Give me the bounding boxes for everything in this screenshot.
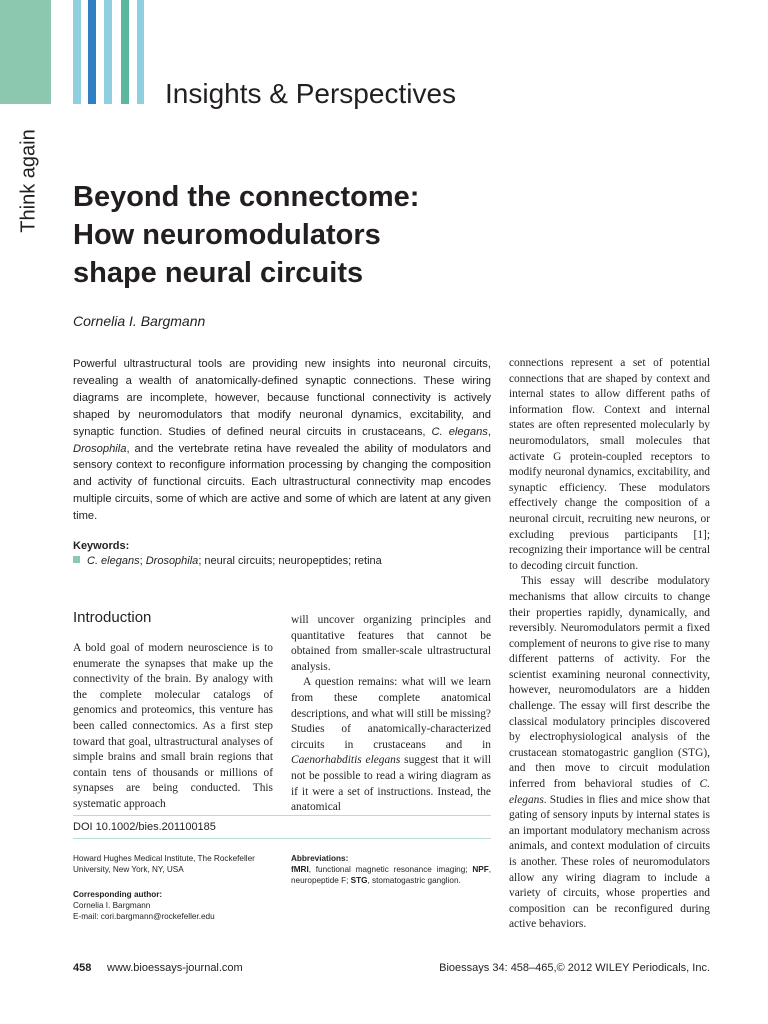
keyword-species: C. elegans <box>87 555 140 567</box>
header-bar-4 <box>121 0 129 104</box>
title-line: shape neural circuits <box>73 257 364 289</box>
abbreviation-definition: , functional magnetic resonance imaging; <box>308 865 468 875</box>
introduction-heading: Introduction <box>73 609 152 626</box>
body-paragraph: will uncover organizing principles and quantitative features that cannot be obtained from smaller-scale ultrastructural analysis. <box>291 614 491 673</box>
body-species: C. elegans <box>509 778 710 806</box>
body-text: . Studies in flies and mice show that gating of sensory inputs by internal states is an important modulatory mechanism across animals, and context modulation of circuits is another. These roles of neuromodulators allow any wiring diagram to include a variety of circuits, whose properties and composition can be reconfigured during active behaviors. <box>509 793 710 931</box>
body-paragraph <box>291 675 491 815</box>
doi-link[interactable]: DOI 10.1002/bies.201100185 <box>73 821 216 833</box>
abstract-text: , and the vertebrate retina have revealed the ability of modulators and sensory context to reconfigure information processing by changing the composition and activity of functional circuits. Each ultrastructural connectivity map encodes multiple circuits, some of which are active and some of which are latent at any given time. <box>73 442 491 523</box>
title-line: Beyond the connectome: <box>73 181 420 213</box>
abstract-text: , <box>487 425 491 438</box>
header-bar-1 <box>73 0 81 104</box>
keyword-text: ; neural circuits; neuropeptides; retina <box>198 555 382 567</box>
corresponding-email[interactable]: E-mail: cori.bargmann@rockefeller.edu <box>73 912 215 921</box>
abstract-text: Powerful ultrastructural tools are providing new insights into neuronal circuits, revealing a wealth of anatomically-defined synaptic connections. These wiring diagrams are incomplete, however, because functional connectivity is actively shaped by neuromodulators that modify neuronal dynamics, excitability, and synaptic function. Studies of defined neural circuits in crustaceans, <box>73 358 491 438</box>
abbreviation-definition: , stomatogastric ganglion. <box>367 876 461 886</box>
keyword-bullet-square <box>73 556 80 563</box>
header-bar-5 <box>137 0 144 104</box>
body-text: A question remains: what will we learn from these complete anatomical descriptions, and what will still be missing? Studies of anatomically-characterized circuits in crustaceans and in <box>291 676 491 751</box>
body-column-3 <box>509 356 710 933</box>
body-text: suggest that it will not be possible to read a wiring diagram as if it were a set of instructions. Instead, the anatomical <box>291 754 491 814</box>
affiliation: Howard Hughes Medical Institute, The Rockefeller University, New York, NY, USA <box>73 854 255 875</box>
journal-url-link[interactable]: www.bioessays-journal.com <box>107 962 243 974</box>
abstract-species: C. elegans <box>431 425 488 438</box>
header-green-block <box>0 0 51 104</box>
body-paragraph: connections represent a set of potential connections that are shaped by context and internal states to allow different paths of information flow. Context and internal states are often represented molecularly by neuromodulators, small molecules that activate G protein-coupled receptors to modify neuronal dynamics, excitability, and synaptic efficiency. These modulators effectively change the composition of a neuronal circuit, recruiting new neurons, or excluding previous participants [1]; recognizing their importance will be central to decoding circuit function. <box>509 357 710 572</box>
abbreviations-list <box>291 864 491 886</box>
page-number: 458 <box>73 962 92 974</box>
keyword-text: ; <box>139 555 146 567</box>
spine-label <box>14 128 44 233</box>
body-text: This essay will describe modulatory mechanisms that allow circuits to change their properties rapidly, dynamically, and reversibly. Neuromodulators permit a fixed complement of neurons to give rise to many different patterns of activity. For the scientist examining neuronal connectivity, however, neuromodulators are a hidden challenge. The essay will first describe the classical modulatory principles discovered by electrophysiological analysis of the crustacean stomatogastric ganglion (STG), and then move to circuit modulation inferred from behavioral studies of <box>509 575 710 791</box>
abbreviations-heading: Abbreviations: <box>291 854 349 863</box>
abbreviation-definition: , neuropeptide F; <box>291 865 491 886</box>
body-column-2 <box>291 613 491 816</box>
keyword-species: Drosophila <box>145 555 199 567</box>
body-paragraph <box>509 574 710 933</box>
body-species: Caenorhabditis elegans <box>291 754 401 767</box>
abbreviation-term: STG <box>350 876 368 886</box>
abbreviation-term: NPF <box>472 865 489 875</box>
spine-label-text: Think again <box>17 128 40 233</box>
corresponding-name: Cornelia I. Bargmann <box>73 901 151 910</box>
abbreviation-term: fMRI <box>291 865 309 875</box>
title-line: How neuromodulators <box>73 219 381 251</box>
abstract <box>73 356 491 525</box>
header-bar-2 <box>88 0 96 104</box>
doi-rule-bottom <box>73 838 491 839</box>
keywords-list <box>73 555 382 567</box>
keywords-heading: Keywords: <box>73 540 130 552</box>
doi-rule-top <box>73 815 491 816</box>
body-paragraph: A bold goal of modern neuroscience is to enumerate the synapses that make up the connectivity of the brain. By analogy with the complete molecular catalogs of genomics and proteomics, this venture has been called connectomics. As a first step toward that goal, ultrastructural analyses of simple brains and small brain regions that contain tens of thousands or millions of synapses are being conducted. This systematic approach <box>73 642 273 810</box>
header-bar-3 <box>104 0 112 104</box>
abbreviations <box>291 853 491 887</box>
body-column-1 <box>73 641 273 813</box>
abstract-species: Drosophila <box>73 442 127 455</box>
article-title <box>73 178 543 292</box>
section-title: Insights & Perspectives <box>165 78 457 109</box>
journal-citation: Bioessays 34: 458–465,© 2012 WILEY Periodicals, Inc. <box>439 962 710 974</box>
corresponding-heading: Corresponding author: <box>73 890 163 899</box>
author-name: Cornelia I. Bargmann <box>73 313 206 329</box>
